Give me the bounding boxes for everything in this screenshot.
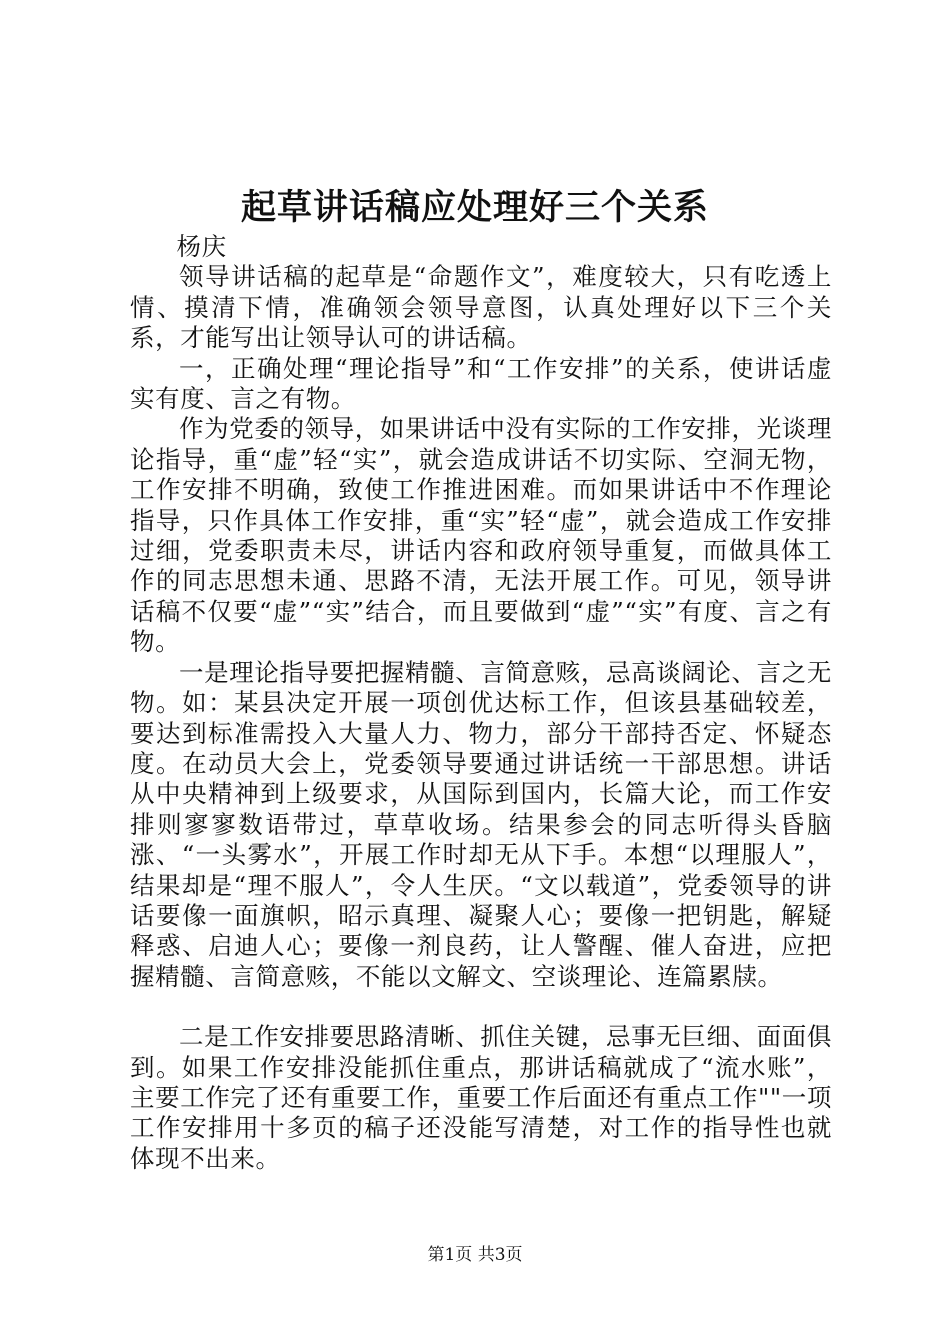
paragraph-explanation: 作为党委的领导，如果讲话中没有实际的工作安排，光谈理论指导，重“虚”轻“实”，就会造成讲话不切实际、空洞无物，工作安排不明确，致使工作推进困难。而如果讲话中不作理论指导，只作具体工作安排，重“实”轻“虚”，就会造成工作安排过细，党委职责未尽，讲话内容和政府领导重复，而做具体工作的同志思想未通、思路不清，无法开展工作。可见，领导讲话稿不仅要“虚”“实”结合，而且要做到“虚”“实”有度、言之有物。 bbox=[130, 414, 832, 657]
paragraph-theory-guidance: 一是理论指导要把握精髓、言简意赅，忌高谈阔论、言之无物。如：某县决定开展一项创优达标工作，但该县基础较差，要达到标准需投入大量人力、物力，部分干部持否定、怀疑态度。在动员大会上，党委领导要通过讲话统一干部思想。讲话从中央精神到上级要求，从国际到国内，长篇大论，而工作安排则寥寥数语带过，草草收场。结果参会的同志听得头昏脑涨、“一头雾水”，开展工作时却无从下手。本想“以理服人”，结果却是“理不服人”，令人生厌。“文以载道”，党委领导的讲话要像一面旗帜，昭示真理、凝聚人心；要像一把钥匙，解疑释惑、启迪人心；要像一剂良药，让人警醒、催人奋进，应把握精髓、言简意赅，不能以文解文、空谈理论、连篇累牍。 bbox=[130, 657, 832, 991]
document-body bbox=[130, 232, 832, 1174]
paragraph-work-arrangement: 二是工作安排要思路清晰、抓住关键，忌事无巨细、面面俱到。如果工作安排没能抓住重点，那讲话稿就成了“流水账”，主要工作完了还有重要工作，重要工作后面还有重点工作""一项工作安排用十多页的稿子还没能写清楚，对工作的指导性也就体现不出来。 bbox=[130, 1022, 832, 1173]
paragraph-section-one: 一，正确处理“理论指导”和“工作安排”的关系，使讲话虚实有度、言之有物。 bbox=[130, 353, 832, 414]
author-name: 杨庆 bbox=[176, 232, 227, 261]
page-footer: 第1页 共3页 bbox=[427, 1245, 523, 1265]
document-title: 起草讲话稿应处理好三个关系 bbox=[240, 187, 709, 228]
paragraph-intro: 领导讲话稿的起草是“命题作文”，难度较大，只有吃透上情、摸清下情，准确领会领导意图，认真处理好以下三个关系，才能写出让领导认可的讲话稿。 bbox=[130, 262, 832, 353]
